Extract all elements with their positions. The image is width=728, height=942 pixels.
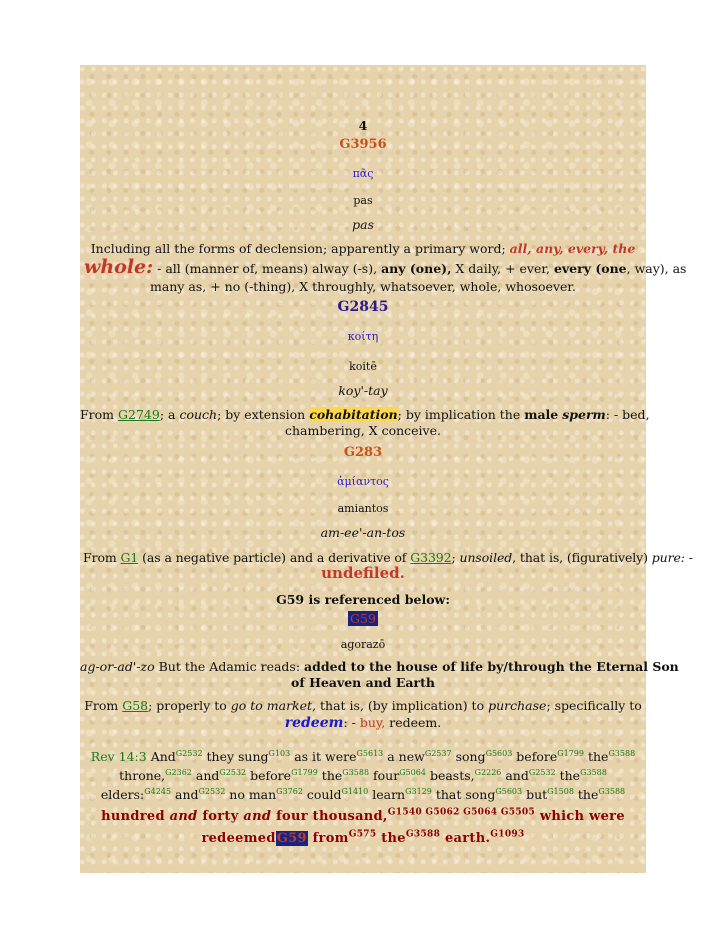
strongs-superscript: G5064 <box>399 767 426 777</box>
adamic-reading: of Heaven and Earth <box>291 675 435 690</box>
verse-word: a new <box>387 749 425 764</box>
definition-italic: unsoiled <box>459 550 513 565</box>
strongs-superscript: G5603 <box>485 748 513 758</box>
adamic-word: which were <box>539 809 625 824</box>
strongs-number: G3956 <box>339 137 387 152</box>
strongs-number: G2845 <box>337 299 389 315</box>
kjv-words: all, any, every, the <box>509 241 636 256</box>
strongs-superscript: G2226 <box>474 767 502 777</box>
document-page <box>80 65 693 873</box>
verse-word: four <box>373 768 400 783</box>
kjv-word-whole: whole: <box>84 256 154 278</box>
definition-text: From <box>83 550 117 565</box>
verse-word: before <box>516 749 558 764</box>
definition-text: ; by extension <box>217 407 306 422</box>
strongs-superscript: G2362 <box>165 767 192 777</box>
verse-word: and <box>505 768 529 783</box>
verse-word: the <box>321 768 343 783</box>
strongs-superscript: G2532 <box>528 767 556 777</box>
strongs-number: G283 <box>343 445 383 460</box>
definition-line <box>80 407 650 422</box>
definition-line <box>84 256 687 278</box>
pronunciation: koy'-tay <box>338 383 388 398</box>
transliteration: amiantos <box>337 502 389 515</box>
definition-bold-italic: sperm <box>562 407 606 422</box>
strongs-superscript: G3762 <box>276 786 303 796</box>
definition-bold: every (one <box>553 261 627 276</box>
verse-word: but <box>526 787 548 802</box>
adamic-word: redeemed <box>201 831 276 846</box>
definition-italic: go to market <box>230 698 313 713</box>
definition-text: But the Adamic reads: <box>154 659 301 674</box>
definition-line <box>80 698 646 713</box>
definition-text: : - <box>343 715 356 730</box>
transliteration: agorazō <box>340 638 386 651</box>
verse-word: before <box>250 768 292 783</box>
verse-word: the <box>577 787 599 802</box>
definition-text: ; specifically to <box>546 698 642 713</box>
greek-word: ἀμίαντος <box>337 475 389 488</box>
strongs-superscript: G3588 <box>598 786 626 796</box>
kjv-word-undefiled: undefiled. <box>321 564 405 582</box>
strongs-superscript: G3588 <box>608 748 636 758</box>
definition-text: (as a negative particle) and a derivative of <box>138 550 407 565</box>
strongs-superscript: G2532 <box>219 767 247 777</box>
highlighted-word: cohabitation <box>309 407 398 422</box>
verse-line <box>80 787 646 802</box>
adamic-word: and <box>243 809 272 824</box>
verse-word: that song <box>435 787 496 802</box>
pronunciation: am-ee'-an-tos <box>320 525 406 540</box>
strongs-link[interactable]: G58 <box>122 698 149 713</box>
verse-line <box>80 768 646 783</box>
verse-reference[interactable]: Rev 14:3 <box>90 749 147 764</box>
pronunciation: pas <box>352 217 374 232</box>
verse-word: could <box>306 787 342 802</box>
entry-number: 4 <box>358 118 368 133</box>
definition-text: ; a <box>159 407 176 422</box>
strongs-link[interactable]: G2749 <box>118 407 160 422</box>
adamic-word: from <box>312 831 349 846</box>
strongs-superscript: G3129 <box>405 786 432 796</box>
definition-text: Including all the forms of declension; apparently a primary word; <box>90 241 506 256</box>
adamic-word: forty <box>202 809 239 824</box>
strongs-superscript: G2532 <box>198 786 226 796</box>
adamic-word: four thousand, <box>276 809 388 824</box>
strongs-link[interactable]: G3392 <box>410 550 452 565</box>
adamic-word: and <box>169 809 198 824</box>
verse-word: and <box>195 768 220 783</box>
strongs-superscript: G3588 <box>342 767 370 777</box>
definition-italic: purchase <box>488 698 547 713</box>
definition-text: redeem. <box>385 715 442 730</box>
definition-text: , that is, (by implication) to <box>312 698 485 713</box>
strongs-superscript: G575 <box>348 829 377 840</box>
strongs-number-highlight: G59 <box>350 611 376 626</box>
strongs-superscript: G3588 <box>405 829 441 840</box>
adamic-word: earth. <box>444 831 491 846</box>
adamic-verse-line <box>80 809 646 824</box>
verse-word: And <box>150 749 176 764</box>
definition-text: ; properly to <box>148 698 227 713</box>
kjv-word-redeem: redeem <box>284 715 344 731</box>
verse-word: and <box>175 787 199 802</box>
definition-bold: any (one), <box>381 261 452 276</box>
strongs-superscript: G2532 <box>175 748 203 758</box>
definition-text: From <box>80 407 115 422</box>
verse-word: the <box>587 749 609 764</box>
adamic-word: hundred <box>101 809 165 824</box>
transliteration: pas <box>353 194 373 207</box>
strongs-superscript: G1093 <box>490 829 525 840</box>
strongs-superscript: G5603 <box>495 786 523 796</box>
greek-word: κοίτη <box>347 330 379 343</box>
verse-word: no man <box>229 787 277 802</box>
strongs-superscript: G2537 <box>424 748 452 758</box>
greek-word: πᾶς <box>352 167 374 180</box>
definition-text: : - bed, <box>605 407 650 422</box>
verse-word: learn <box>372 787 406 802</box>
adamic-verse-line <box>80 831 646 846</box>
definition-italic: couch <box>179 407 218 422</box>
verse-word: elders: <box>100 787 145 802</box>
definition-text: - all (manner of, means) alway (-s), <box>153 261 378 276</box>
definition-text: , that is, (figuratively) <box>512 550 648 565</box>
reference-note: G59 is referenced below: <box>276 592 450 607</box>
verse-word: they sung <box>206 749 269 764</box>
definition-bold: male <box>524 407 559 422</box>
adamic-line <box>80 659 679 674</box>
strongs-superscript: G1410 <box>341 786 369 796</box>
definition-text: X daily, + ever, <box>451 261 550 276</box>
verse-word: the <box>559 768 581 783</box>
definition-line <box>80 241 646 256</box>
definition-text: ; <box>451 550 456 565</box>
verse-word: beasts, <box>429 768 475 783</box>
definition-line: chambering, X conceive. <box>284 423 441 438</box>
strongs-superscript: G1540 G5062 G5064 G5505 <box>387 807 536 818</box>
definition-line <box>80 715 646 731</box>
definition-text: ; by implication the <box>397 407 521 422</box>
definition-text: - <box>684 550 693 565</box>
definition-line <box>83 550 693 565</box>
strongs-superscript: G1799 <box>291 767 318 777</box>
strongs-superscript: G4245 <box>144 786 172 796</box>
strongs-superscript: G3588 <box>580 767 607 777</box>
pronunciation: ag-or-ad'-zo <box>80 659 155 674</box>
verse-word: song <box>455 749 486 764</box>
verse-word: throne, <box>119 768 166 783</box>
strongs-superscript: G103 <box>268 748 291 758</box>
verse-line <box>80 749 646 764</box>
strongs-link[interactable]: G1 <box>120 550 139 565</box>
verse-word: as it were <box>294 749 357 764</box>
strongs-superscript: G5613 <box>356 748 384 758</box>
g59-box-wrap <box>80 611 646 626</box>
definition-text: , way), as <box>626 261 687 276</box>
adamic-word: the <box>381 831 406 846</box>
strongs-highlight: G59 <box>276 831 307 846</box>
definition-text: From <box>84 698 119 713</box>
transliteration: koitē <box>349 360 377 373</box>
definition-line: many as, + no (-thing), X throughly, whatsoever, whole, whosoever. <box>150 279 576 294</box>
adamic-reading: added to the house of life by/through the Eternal Son <box>304 659 679 674</box>
definition-italic: pure: <box>651 550 685 565</box>
strongs-superscript: G1508 <box>547 786 574 796</box>
strongs-superscript: G1799 <box>557 748 584 758</box>
kjv-word-buy: buy, <box>359 715 386 730</box>
